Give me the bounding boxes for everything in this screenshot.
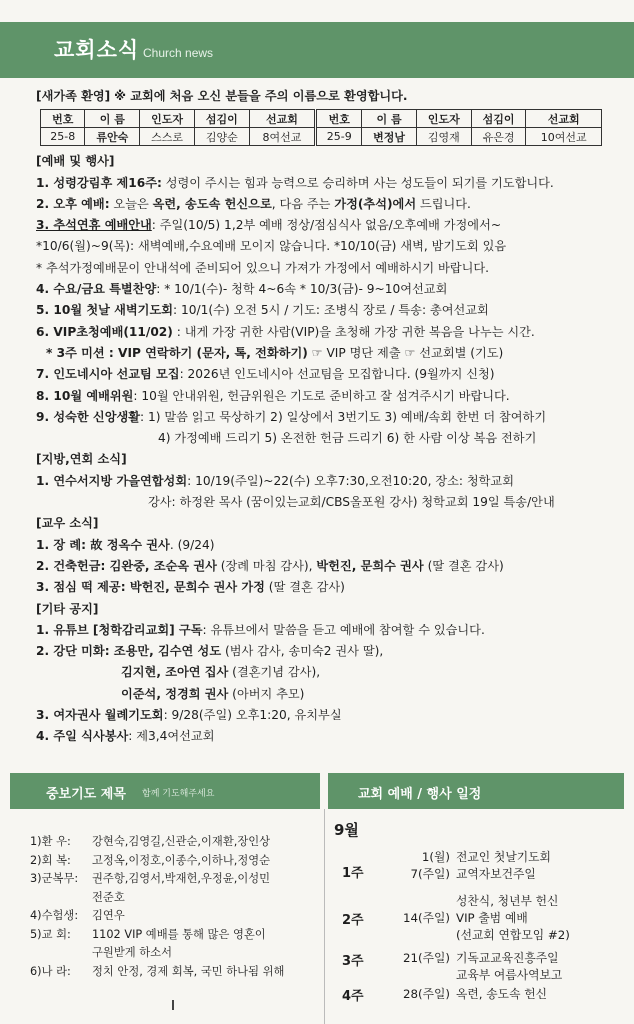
schedule-header <box>328 773 624 809</box>
list-item: 8. 10월 예배위원: 10월 안내위원, 헌금위원은 기도로 준비하고 잘 섬겨주시기 바랍니다. <box>36 388 510 403</box>
page-subtitle: Church news <box>143 46 214 60</box>
list-item: 9. 성숙한 신앙생활: 1) 말씀 읽고 묵상하기 2) 일상에서 3번기도 3) 예배/속회 한번 더 참여하기 <box>36 409 547 424</box>
page-title: 교회소식 <box>54 38 140 62</box>
list-item-cont: 구원받게 하소서 <box>92 946 172 959</box>
list-item: 1. 유튜브 [청학감리교회] 구독: 유튜브에서 말씀을 듣고 예배에 참여할 수 있습니다. <box>36 622 485 637</box>
etc-heading: [기타 공지] <box>36 601 99 616</box>
list-item: 1. 장 례: 故 정옥수 권사. (9/24) <box>36 537 215 552</box>
list-item: 3. 여자권사 월례기도회: 9/28(주일) 오후1:20, 유치부실 <box>36 708 342 723</box>
prayer-title: 중보기도 제목 <box>46 787 126 802</box>
list-item: 5)교 회: 1102 VIP 예배를 통해 많은 영혼이 <box>30 927 266 941</box>
schedule-month: 9월 <box>334 821 359 839</box>
list-item: 2. 오후 예배: 오늘은 옥련, 송도속 헌신으로, 다음 주는 가정(추석)에서 드립니다. <box>36 196 471 211</box>
table-header-row: 번호 이 름 인도자 섬김이 선교회 번호 이 름 인도자 섬김이 선교회 <box>41 110 602 128</box>
schedule-week: 1주 1(월) 전교인 첫날기도회 7(주일) 교역자보건주일 <box>342 850 551 881</box>
list-item: 4. 주일 식사봉사: 제3,4여선교회 <box>36 729 215 744</box>
new-family-table <box>40 109 602 146</box>
news-content <box>36 86 606 748</box>
schedule-week: 3주 21(주일) 기독교교육진흥주일 교육부 여름사역보고 <box>342 951 563 982</box>
prayer-header <box>10 773 320 809</box>
prayer-subtitle: 함께 기도해주세요 <box>142 789 215 799</box>
panel-divider <box>324 809 325 1024</box>
list-item: 1. 성령강림후 제16주: 성령이 주시는 힘과 능력으로 승리하며 사는 성도들이 되기를 기도합니다. <box>36 175 554 190</box>
welcome-intro: [새가족 환영] ※ 교회에 처음 오신 분들을 주의 이름으로 환영합니다. <box>36 89 408 103</box>
list-item: 2. 건축헌금: 김완중, 조순옥 권사 (장례 마침 감사), 박헌진, 문희수 권사 (딸 결혼 감사) <box>36 558 504 573</box>
list-item: 6)나 라: 정치 안정, 경제 회복, 국민 하나됨 위해 <box>30 964 285 978</box>
list-item-cont: * 3주 미션 : VIP 연락하기 (문자, 톡, 전화하기) ☞ VIP 명단 제출 ☞ 선교회별 (기도) <box>46 345 504 360</box>
schedule-list <box>334 819 624 1005</box>
members-heading: [교우 소식] <box>36 516 99 531</box>
page-mark <box>172 1000 174 1010</box>
list-item-cont: 전준호 <box>92 890 125 904</box>
list-item: 3)군복무: 권주항,김영서,박재헌,우정윤,이성민 <box>30 872 271 885</box>
list-item: 4. 수요/금요 특별찬양: * 10/1(수)- 청학 4~6속 * 10/3(금)- 9~10여선교회 <box>36 282 448 297</box>
list-item: 4)수험생: 김연우 <box>30 909 125 922</box>
region-heading: [지방,연회 소식] <box>36 452 127 467</box>
list-item: 3. 추석연휴 예배안내: 주일(10/5) 1,2부 예배 정상/점심식사 없음/오후예배 가정에서~ <box>36 218 502 233</box>
list-item-cont: 4) 가정예배 드리기 5) 온전한 헌금 드리기 6) 한 사람 이상 복음 전하기 <box>158 431 537 446</box>
list-item: 1. 연수서지방 가을연합성회: 10/19(주일)~22(수) 오후7:30,오전10:20, 장소: 청학교회 <box>36 473 514 488</box>
list-item: 3. 점심 떡 제공: 박헌진, 문희수 권사 가정 (딸 결혼 감사) <box>36 580 345 595</box>
schedule-week: 4주 28(주일) 옥련, 송도속 헌신 <box>342 987 548 1004</box>
list-item: 1)환 우: 강현숙,김영길,신관순,이재환,장인상 <box>30 835 271 848</box>
list-item: 7. 인도네시아 선교팀 모집: 2026년 인도네시아 선교팀을 모집합니다. (9월까지 신청) <box>36 367 495 382</box>
schedule-week: 2주 성찬식, 청년부 헌신 14(주일) VIP 출범 예배 (선교회 연합모임 #2) <box>342 894 570 942</box>
list-item-cont: * 추석가정예배문이 안내석에 준비되어 있으니 가져가 가정에서 예배하시기 바랍니다. <box>36 260 490 275</box>
list-item-cont: 강사: 하정완 목사 (꿈이있는교회/CBS올포원 강사) 청학교회 19일 특송/안내 <box>148 495 555 510</box>
list-item-cont: 김지현, 조아연 집사 (결혼기념 감사), <box>121 665 321 680</box>
list-item: 6. VIP초청예배(11/02) : 내게 가장 귀한 사람(VIP)을 초청해 가장 귀한 복음을 나누는 시간. <box>36 324 535 339</box>
list-item: 5. 10월 첫날 새벽기도회: 10/1(수) 오전 5시 / 기도: 조병식 장로 / 특송: 총여선교회 <box>36 303 489 318</box>
list-item-cont: *10/6(월)~9(목): 새벽예배,수요예배 모이지 않습니다. *10/10(금) 새벽, 밤기도회 있음 <box>36 239 507 254</box>
schedule-title: 교회 예배 / 행사 일정 <box>358 787 482 802</box>
worship-heading: [예배 및 행사] <box>36 154 115 169</box>
list-item-cont: 이준석, 정경희 권사 (아버지 추모) <box>121 686 305 701</box>
table-row: 25-8 류안숙 스스로 김양순 8여선교 25-9 변정남 김영재 유은경 10여선교 <box>41 128 602 146</box>
list-item: 2. 강단 미화: 조용만, 김수연 성도 (범사 감사, 송미숙2 권사 딸), <box>36 644 384 659</box>
section-header <box>0 22 634 78</box>
list-item: 2)회 복: 고정옥,이정호,이종수,이하나,정영순 <box>30 853 271 867</box>
bottom-panels <box>0 773 634 1024</box>
prayer-list <box>30 833 320 981</box>
